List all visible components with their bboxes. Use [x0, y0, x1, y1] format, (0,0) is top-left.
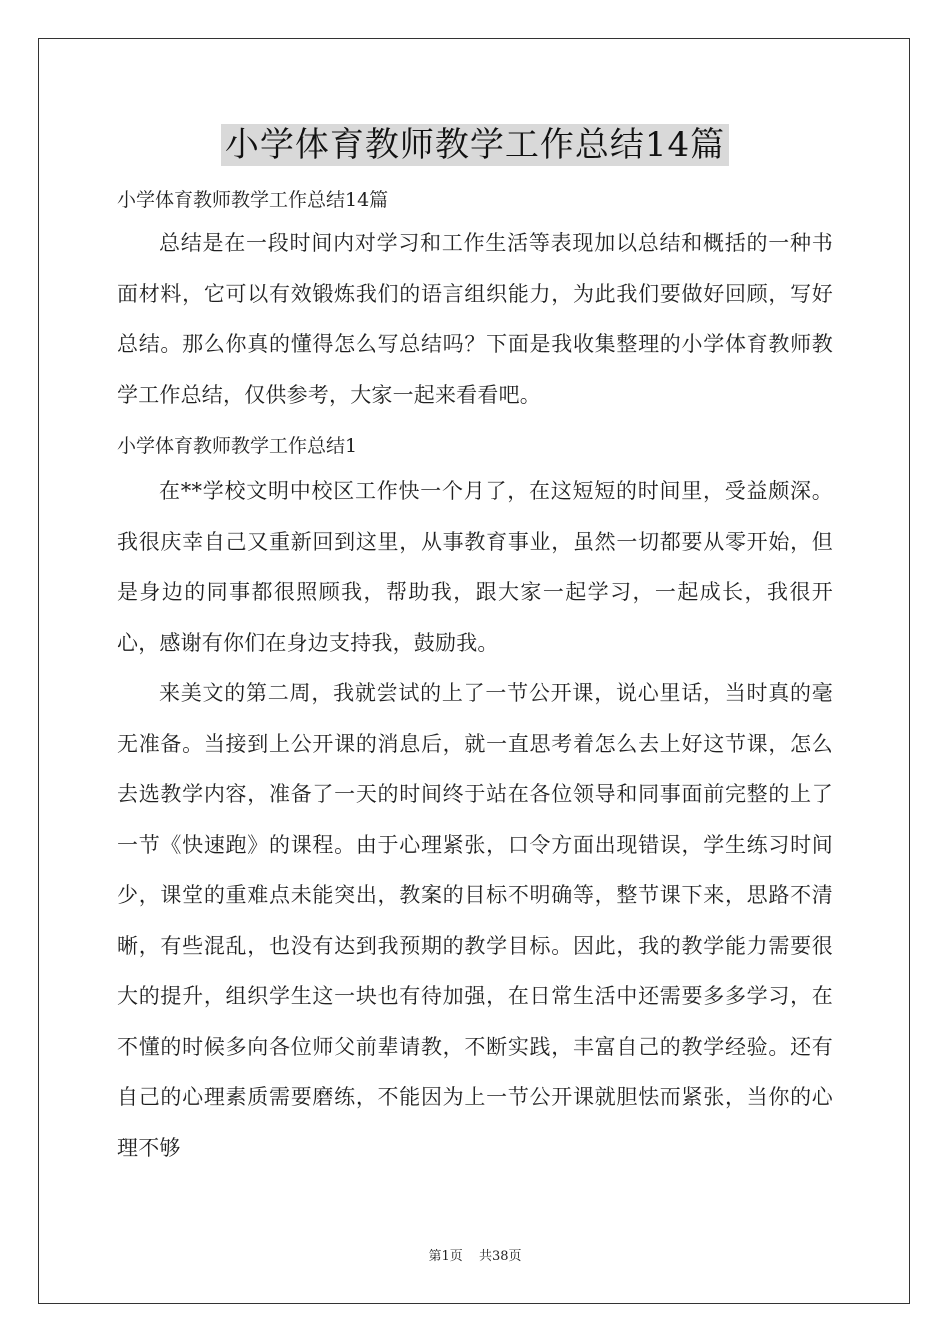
body-paragraph-2: 来美文的第二周，我就尝试的上了一节公开课，说心里话，当时真的毫无准备。当接到上公开课的消息后，就一直思考着怎么去上好这节课，怎么去选教学内容，准备了一天的时间终于站在各位领导和同事面前完整的上了一节《快速跑》的课程。由于心理紧张，口令方面出现错误，学生练习时间少，课堂的重难点未能突出，教案的目标不明确等，整节课下来，思路不清晰，有些混乱，也没有达到我预期的教学目标。因此，我的教学能力需要很大的提升，组织学生这一块也有待加强，在日常生活中还需要多多学习，在不懂的时候多向各位师父前辈请教，不断实践，丰富自己的教学经验。还有自己的心理素质需要磨练，不能因为上一节公开课就胆怯而紧张，当你的心理不够: [117, 681, 833, 1160]
document-title: 小学体育教师教学工作总结14篇: [221, 124, 729, 166]
page-footer: [0, 1245, 950, 1264]
page-number: 第1页: [428, 1249, 463, 1264]
document-body: [117, 182, 833, 1173]
page-total: 共38页: [478, 1249, 522, 1264]
section-heading: 小学体育教师教学工作总结1: [117, 435, 358, 457]
document-subtitle: 小学体育教师教学工作总结14篇: [117, 189, 389, 211]
title-container: [0, 124, 950, 166]
body-paragraph-1: 在**学校文明中校区工作快一个月了，在这短短的时间里，受益颇深。我很庆幸自己又重新回到这里，从事教育事业，虽然一切都要从零开始，但是身边的同事都很照顾我，帮助我，跟大家一起学习，一起成长，我很开心，感谢有你们在身边支持我，鼓励我。: [117, 479, 833, 655]
intro-paragraph: 总结是在一段时间内对学习和工作生活等表现加以总结和概括的一种书面材料，它可以有效锻炼我们的语言组织能力，为此我们要做好回顾，写好总结。那么你真的懂得怎么写总结吗？下面是我收集整理的小学体育教师教学工作总结，仅供参考，大家一起来看看吧。: [117, 231, 833, 407]
